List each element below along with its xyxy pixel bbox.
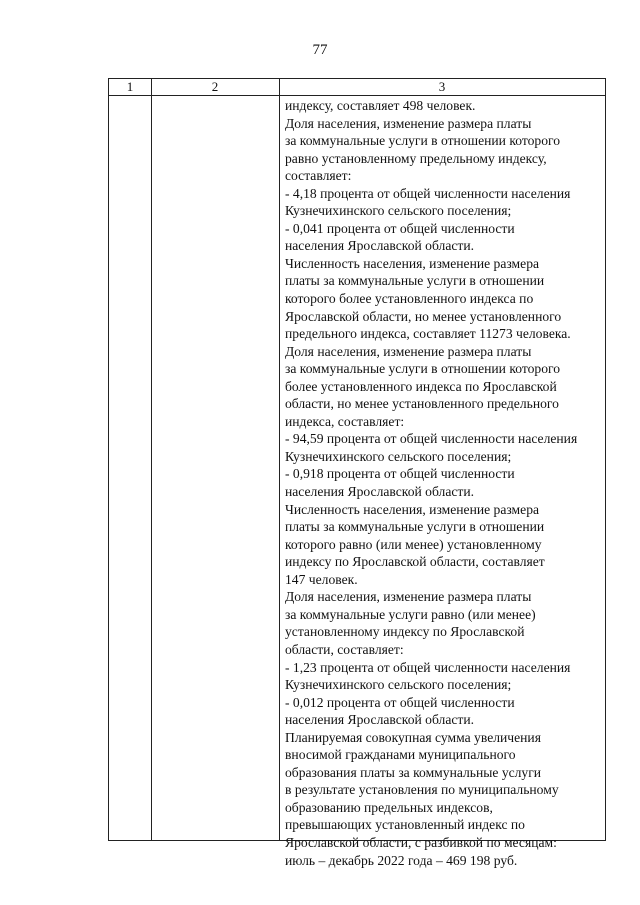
text-line: которого равно (или менее) установленному — [285, 536, 542, 552]
text-line: вносимой гражданами муниципального — [285, 747, 516, 763]
text-line: установленному индексу по Ярославской — [285, 624, 525, 640]
text-line: - 0,918 процента от общей численности — [285, 466, 515, 482]
text-line: Планируемая совокупная сумма увеличения — [285, 729, 541, 745]
page-number: 77 — [312, 42, 328, 58]
text-line: - 0,041 процента от общей численности — [285, 220, 515, 236]
text-line: 147 человек. — [285, 571, 358, 587]
text-line: июль – декабрь 2022 года – 469 198 руб. — [285, 852, 518, 868]
column-divider-1 — [151, 79, 152, 840]
text-line: Численность населения, изменение размера — [285, 255, 540, 271]
column-header-3: 3 — [438, 79, 446, 94]
document-table — [108, 78, 606, 868]
text-line: - 94,59 процента от общей численности населения — [285, 431, 578, 447]
text-line: населения Ярославской области. — [285, 238, 475, 254]
text-line: Кузнечихинского сельского поселения; — [285, 203, 512, 219]
text-line: области, но менее установленного предельного — [285, 396, 559, 412]
column-3-text — [285, 97, 601, 869]
text-line: населения Ярославской области. — [285, 484, 475, 500]
table-header-row — [109, 79, 605, 96]
text-line: Кузнечихинского сельского поселения; — [285, 448, 512, 464]
text-line: Ярославской области, но менее установленного — [285, 308, 562, 324]
text-line: платы за коммунальные услуги в отношении — [285, 519, 545, 535]
text-line: за коммунальные услуги в отношении которого — [285, 133, 561, 149]
text-line: за коммунальные услуги равно (или менее) — [285, 606, 536, 622]
text-line: - 4,18 процента от общей численности населения — [285, 185, 571, 201]
column-divider-2 — [279, 79, 280, 840]
column-header-2: 2 — [211, 79, 219, 94]
text-line: платы за коммунальные услуги в отношении — [285, 273, 545, 289]
text-line: индексу, составляет 498 человек. — [285, 98, 476, 113]
text-line: Ярославской области, с разбивкой по месяцам: — [285, 834, 557, 850]
text-line: предельного индекса, составляет 11273 человека. — [285, 326, 571, 342]
text-line: более установленного индекса по Ярославской — [285, 378, 557, 394]
text-line: Доля населения, изменение размера платы — [285, 343, 532, 359]
text-line: индексу по Ярославской области, составляет — [285, 554, 545, 570]
column-header-1: 1 — [126, 79, 134, 94]
text-line: - 1,23 процента от общей численности населения — [285, 659, 571, 675]
text-line: Кузнечихинского сельского поселения; — [285, 677, 512, 693]
text-line: - 0,012 процента от общей численности — [285, 694, 515, 710]
text-line: образования платы за коммунальные услуги — [285, 764, 542, 780]
text-line: которого более установленного индекса по — [285, 291, 534, 307]
text-line: Численность населения, изменение размера — [285, 501, 540, 517]
text-line: за коммунальные услуги в отношении которого — [285, 361, 561, 377]
text-line: составляет: — [285, 168, 352, 184]
text-line: населения Ярославской области. — [285, 712, 475, 728]
text-line: равно установленному предельному индексу, — [285, 150, 547, 166]
text-line: Доля населения, изменение размера платы — [285, 589, 532, 605]
text-line: области, составляет: — [285, 641, 404, 657]
text-line: Доля населения, изменение размера платы — [285, 115, 532, 131]
text-line: превышающих установленный индекс по — [285, 817, 525, 833]
text-line: в результате установления по муниципальному — [285, 782, 559, 798]
text-line: индекса, составляет: — [285, 413, 405, 429]
text-line: образованию предельных индексов, — [285, 799, 493, 815]
